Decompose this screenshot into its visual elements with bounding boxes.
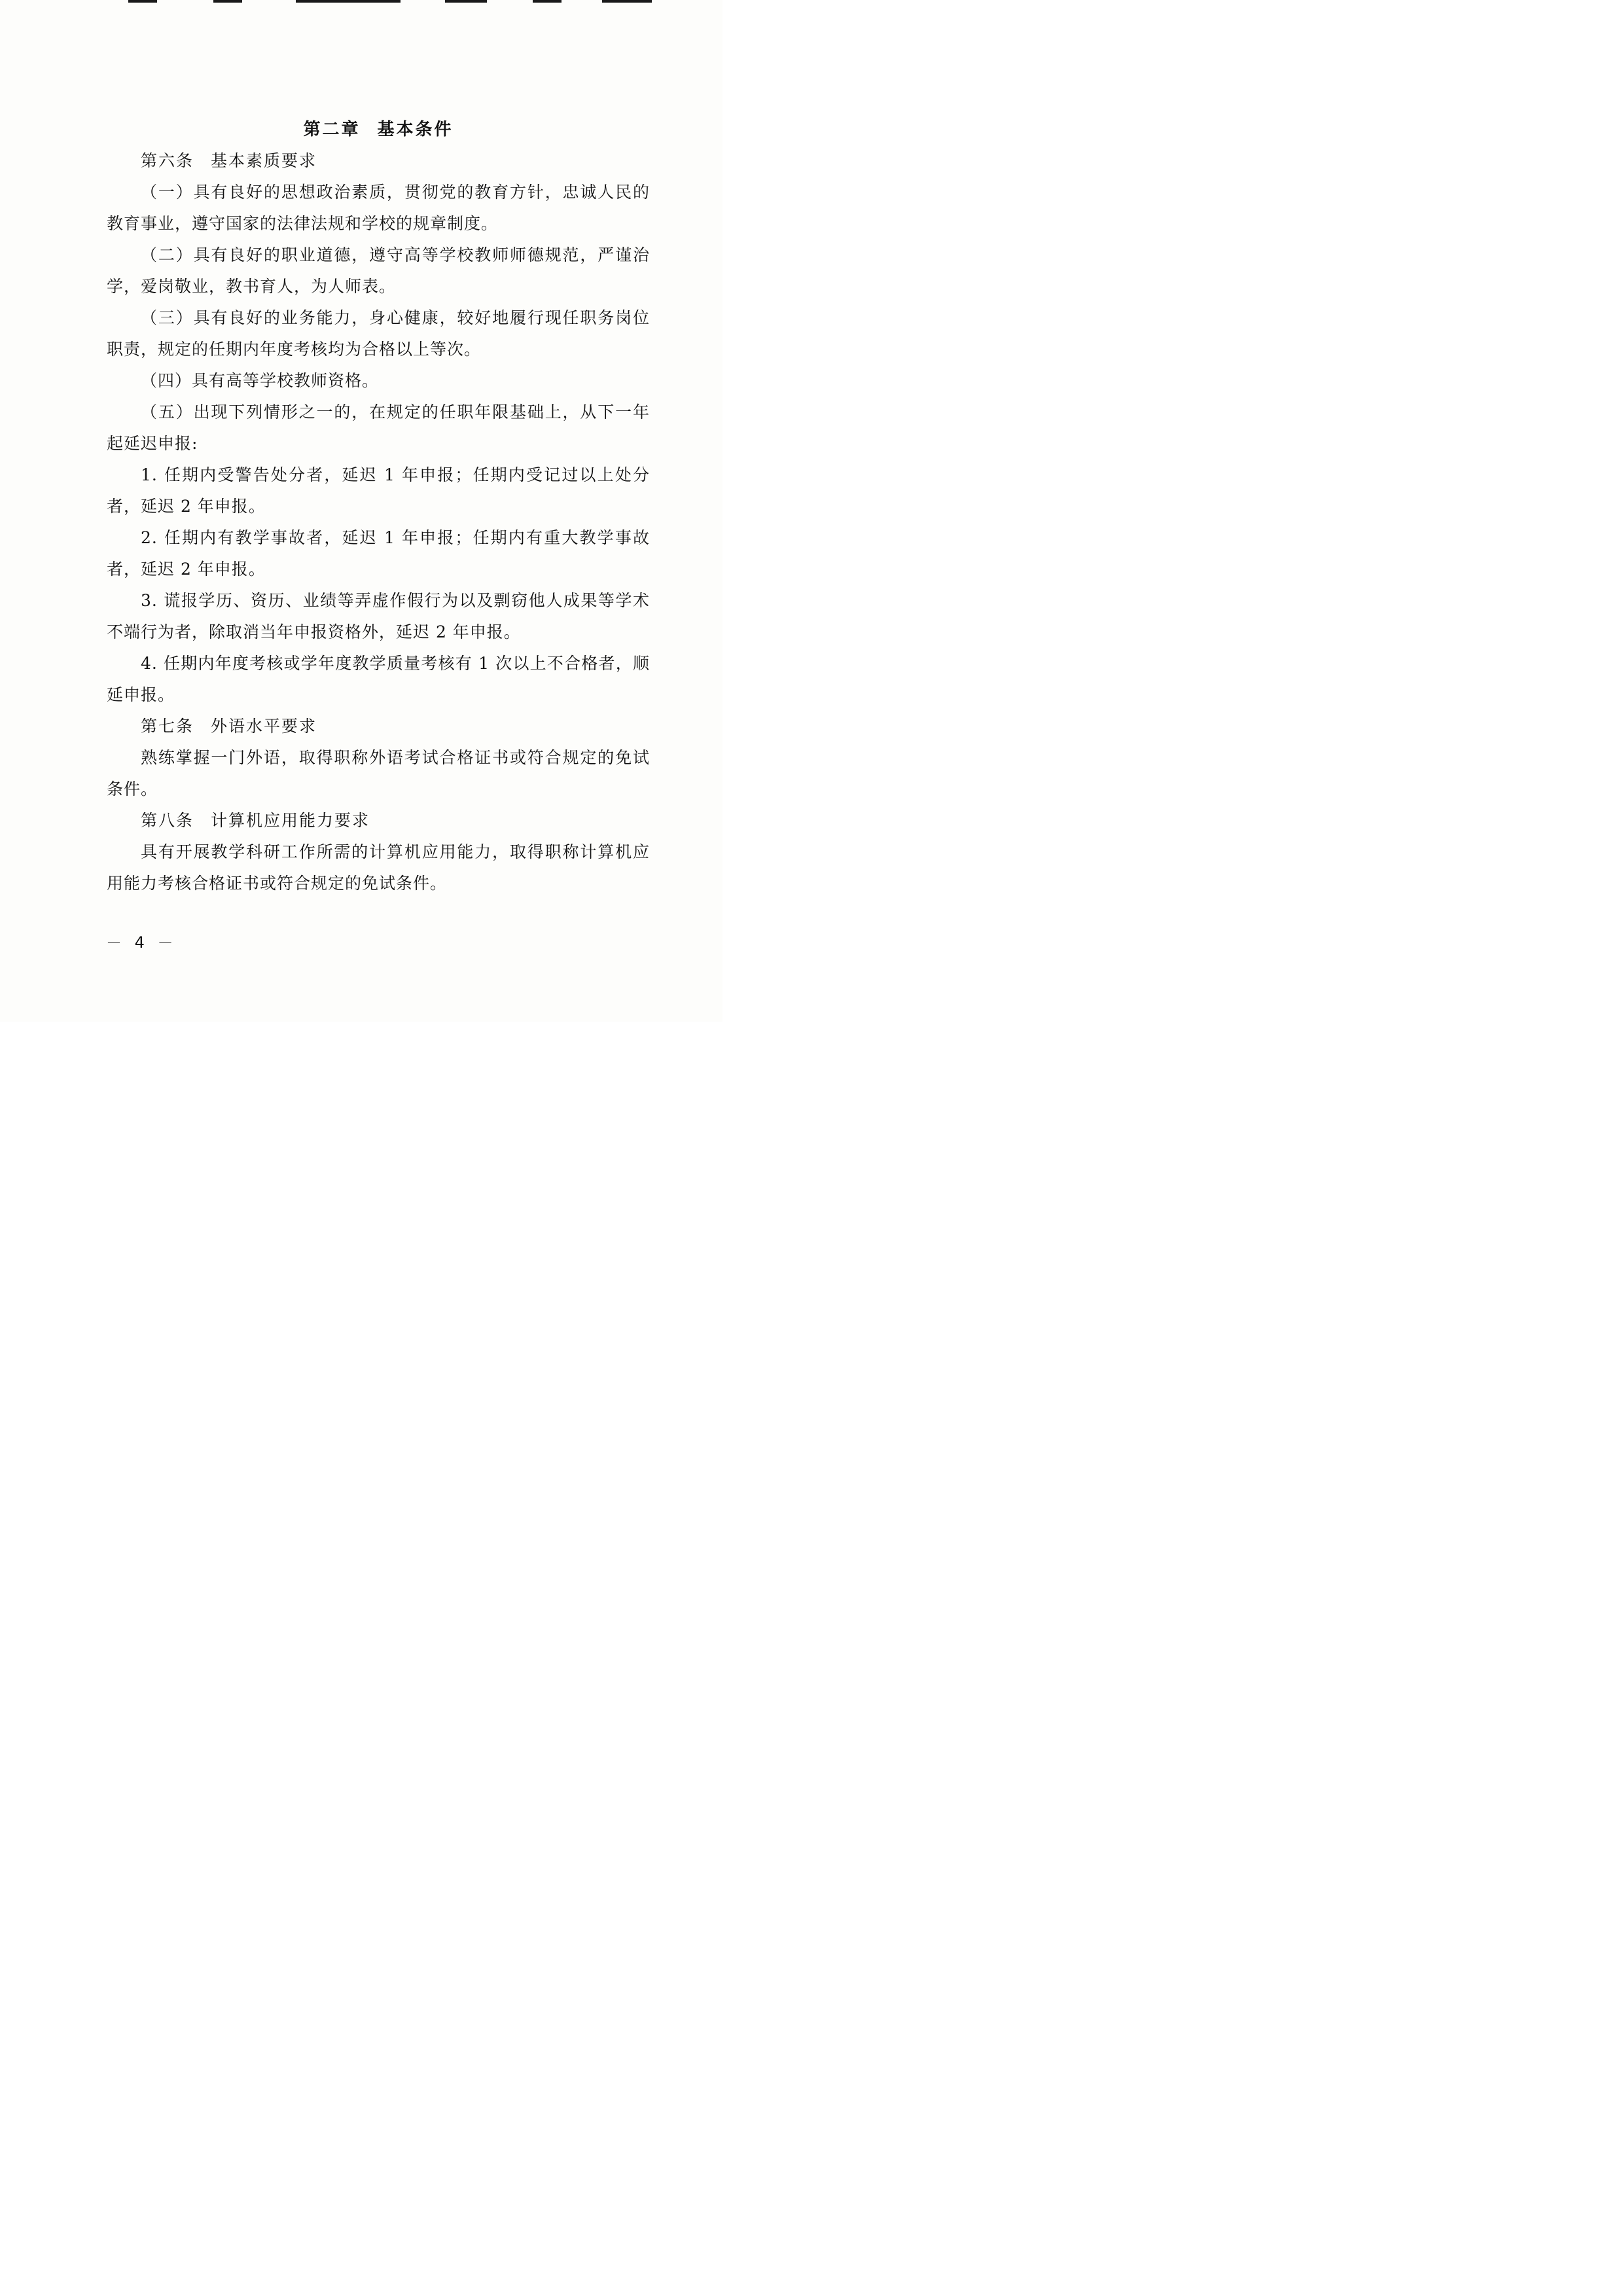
body-text	[107, 114, 650, 899]
chapter-title: 基本条件	[377, 120, 454, 139]
chapter-heading	[107, 114, 650, 145]
list-item: 1. 任期内受警告处分者，延迟 1 年申报；任期内受记过以上处分者，延迟 2 年申报。	[107, 465, 650, 516]
top-rule-fragment	[602, 0, 652, 3]
top-rule-fragment	[296, 0, 401, 3]
paragraph: （四）具有高等学校教师资格。	[141, 371, 380, 390]
list-item: 4. 任期内年度考核或学年度教学质量考核有 1 次以上不合格者，顺延申报。	[107, 654, 650, 704]
article-title: 外语水平要求	[211, 717, 317, 736]
list-item: 3. 谎报学历、资历、业绩等弄虚作假行为以及剽窃他人成果等学术不端行为者，除取消当年申报资格外，延迟 2 年申报。	[107, 591, 650, 641]
paragraph: 具有开展教学科研工作所需的计算机应用能力，取得职称计算机应用能力考核合格证书或符合规定的免试条件。	[107, 842, 650, 893]
article-number: 第六条	[141, 151, 194, 170]
article-heading	[107, 711, 650, 742]
article-heading	[107, 805, 650, 836]
article-number: 第七条	[141, 717, 194, 736]
paragraph: 熟练掌握一门外语，取得职称外语考试合格证书或符合规定的免试条件。	[107, 748, 650, 798]
paragraph: （一）具有良好的思想政治素质，贯彻党的教育方针，忠诚人民的教育事业，遵守国家的法律法规和学校的规章制度。	[107, 183, 650, 233]
article-number: 第八条	[141, 811, 194, 830]
paragraph: （三）具有良好的业务能力，身心健康，较好地履行现任职务岗位职责，规定的任期内年度考核均为合格以上等次。	[107, 308, 650, 359]
top-rule-fragment	[128, 0, 157, 3]
top-rule-fragment	[533, 0, 562, 3]
document-page	[0, 0, 722, 1022]
article-heading	[107, 145, 650, 177]
article-title: 计算机应用能力要求	[211, 811, 370, 830]
list-item: 2. 任期内有教学事故者，延迟 1 年申报；任期内有重大教学事故者，延迟 2 年申报。	[107, 528, 650, 579]
chapter-number: 第二章	[303, 120, 361, 139]
top-rule-fragment	[445, 0, 487, 3]
article-title: 基本素质要求	[211, 151, 317, 170]
top-rule-fragment	[213, 0, 242, 3]
paragraph: （五）出现下列情形之一的，在规定的任职年限基础上，从下一年起延迟申报:	[107, 403, 650, 453]
page-number: － 4 －	[106, 933, 177, 952]
paragraph: （二）具有良好的职业道德，遵守高等学校教师师德规范，严谨治学，爱岗敬业，教书育人，为人师表。	[107, 245, 650, 296]
